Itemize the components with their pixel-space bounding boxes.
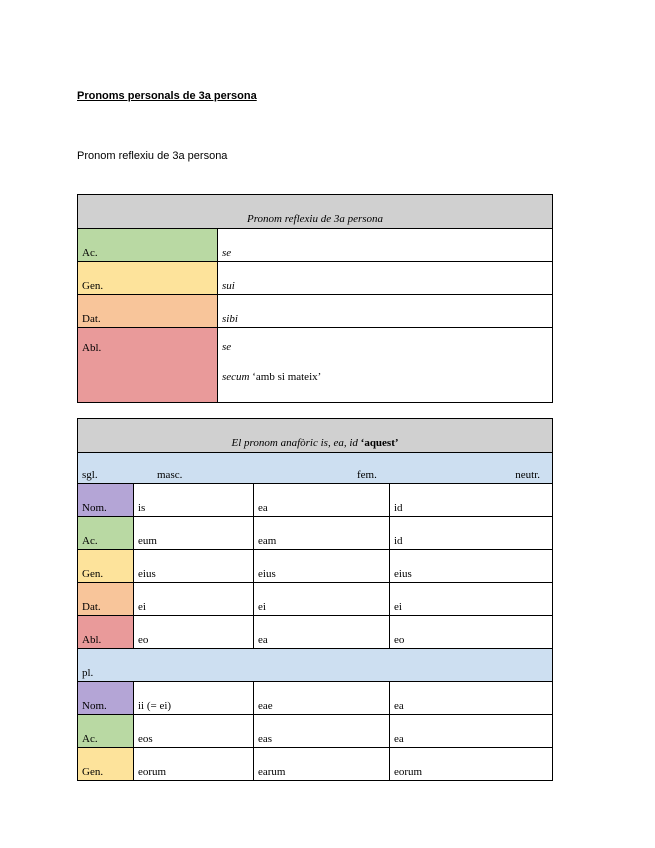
case-label-ac: Ac. [78,517,134,550]
plural-row: pl. [78,649,553,682]
anaphoric-pronoun-table [77,418,553,781]
case-label-nom: Nom. [78,484,134,517]
table-row [78,583,553,616]
table-row [78,484,553,517]
cell-neutr: eius [390,550,553,583]
cell-neutr: ea [390,682,553,715]
case-label-gen: Gen. [78,748,134,781]
page-title: Pronoms personals de 3a persona [77,90,257,102]
cell-masc: eum [134,517,254,550]
cell-fem: ea [254,484,390,517]
cell-fem: ei [254,583,390,616]
anaphoric-table-header [78,419,553,453]
reflexive-table-header: Pronom reflexiu de 3a persona [78,195,553,229]
abl-value-se: se [222,341,232,353]
header-bold: ‘aquest’ [357,437,399,449]
case-value: sui [218,262,553,295]
cell-masc: ei [134,583,254,616]
table-row [78,550,553,583]
case-label-ac: Ac. [78,229,218,262]
cell-fem: eam [254,517,390,550]
singular-row [78,453,553,484]
singular-label: sgl. [82,469,98,481]
case-label-dat: Dat. [78,295,218,328]
case-label-abl: Abl. [78,328,218,403]
case-value [218,328,553,403]
case-value: se [218,229,553,262]
cell-masc: eius [134,550,254,583]
case-label-nom: Nom. [78,682,134,715]
cell-fem: eae [254,682,390,715]
case-label-gen: Gen. [78,262,218,295]
cell-fem: ea [254,616,390,649]
cell-neutr: eo [390,616,553,649]
cell-neutr: id [390,484,553,517]
section-subtitle: Pronom reflexiu de 3a persona [77,150,228,162]
gender-label-masc: masc. [157,469,183,481]
table-row [78,262,553,295]
table-row [78,229,553,262]
table-row [78,616,553,649]
table-row [78,517,553,550]
case-label-dat: Dat. [78,583,134,616]
cell-masc: eos [134,715,254,748]
case-label-abl: Abl. [78,616,134,649]
table-row [78,682,553,715]
cell-masc: eorum [134,748,254,781]
gender-label-fem: fem. [357,469,377,481]
case-label-ac: Ac. [78,715,134,748]
cell-masc: is [134,484,254,517]
secum-gloss: ‘amb si mateix’ [249,371,322,383]
case-label-gen: Gen. [78,550,134,583]
table-row [78,328,553,403]
table-row [78,715,553,748]
cell-fem: eas [254,715,390,748]
cell-neutr: ea [390,715,553,748]
reflexive-pronoun-table [77,194,553,403]
case-value: sibi [218,295,553,328]
cell-fem: earum [254,748,390,781]
cell-neutr: ei [390,583,553,616]
cell-neutr: id [390,517,553,550]
header-italic: El pronom anafòric is, ea, id [231,437,358,449]
table-row [78,748,553,781]
gender-label-neutr: neutr. [515,469,541,481]
cell-neutr: eorum [390,748,553,781]
cell-fem: eius [254,550,390,583]
secum-word: secum [222,371,250,383]
table-row [78,295,553,328]
cell-masc: ii (= ei) [134,682,254,715]
cell-masc: eo [134,616,254,649]
abl-value-secum [222,370,548,400]
